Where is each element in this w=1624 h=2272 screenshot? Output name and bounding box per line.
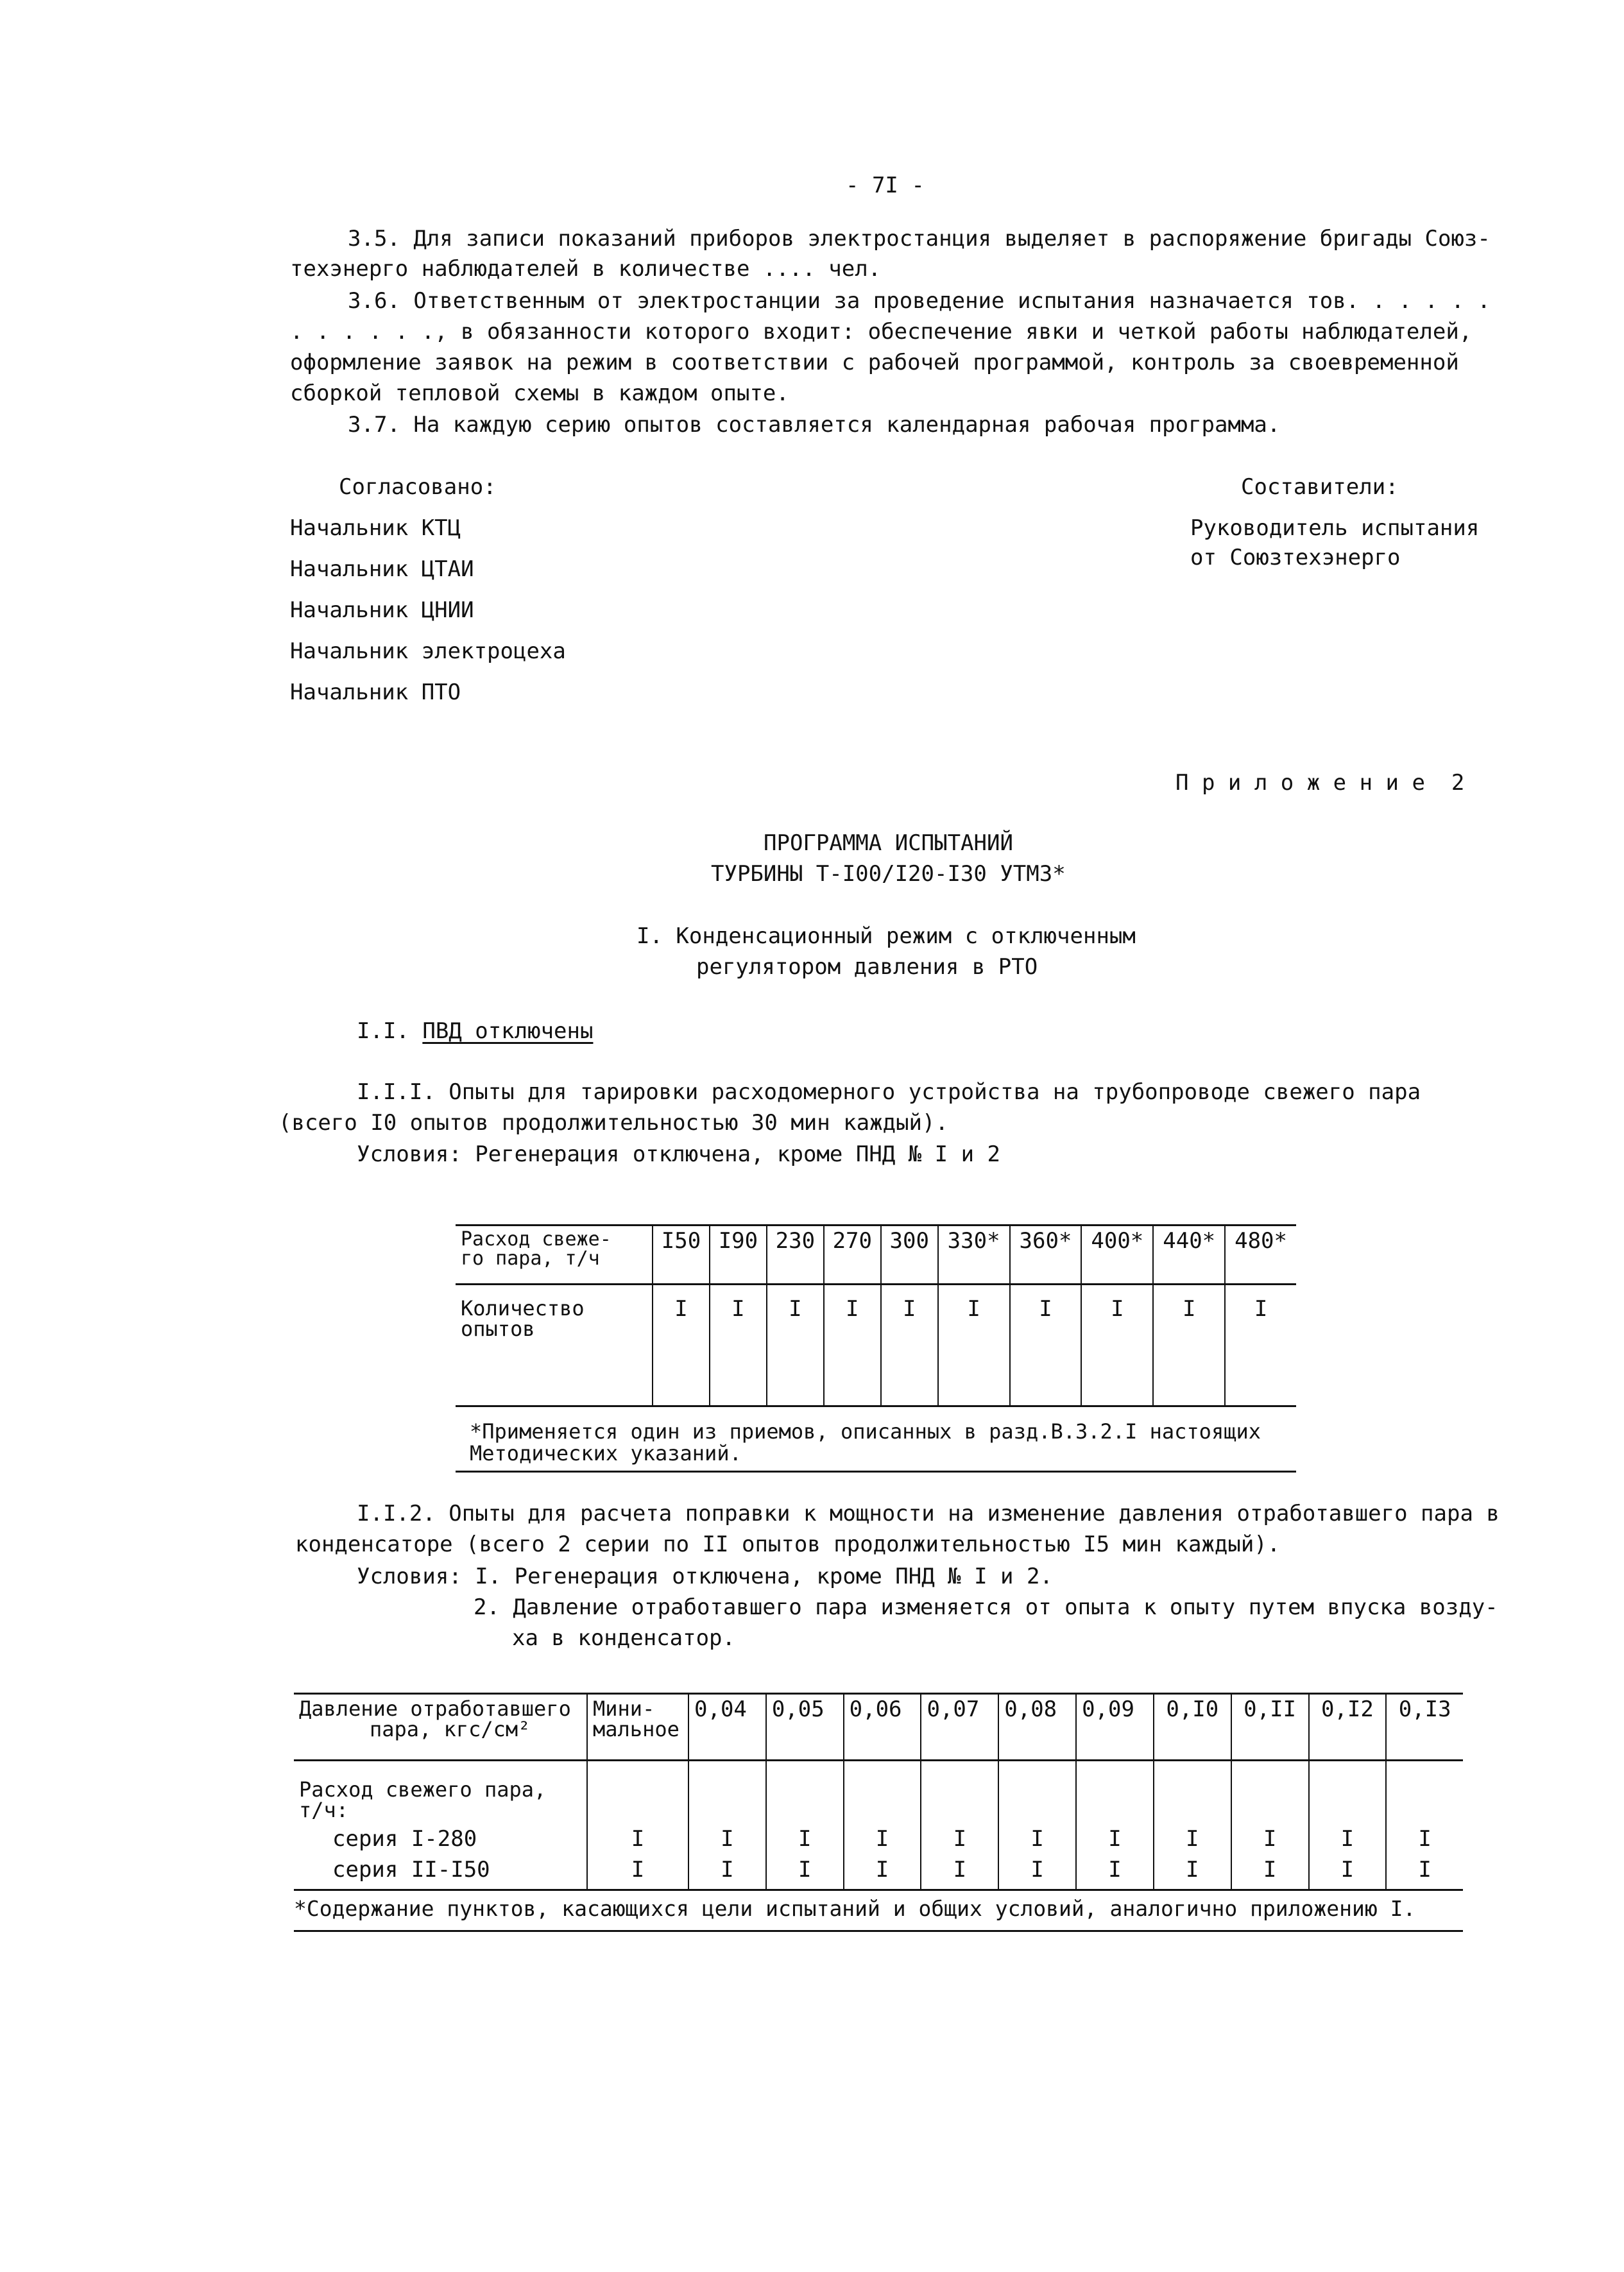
- table2-series2-cell: I: [844, 1855, 921, 1890]
- appendix-label: П р и л о ж е н и е 2: [1175, 770, 1465, 796]
- table2-series1-cell: I: [1418, 1826, 1432, 1852]
- pressure-correction-table: [294, 1693, 1463, 1891]
- table2-pressure-cell: 0,05: [766, 1694, 844, 1761]
- main-footnote-rule: [294, 1930, 1463, 1932]
- table1-flow-cell: 360*: [1010, 1226, 1082, 1285]
- table1-count-cell: I: [710, 1285, 767, 1406]
- table2-empty-cell: [844, 1761, 921, 1825]
- table2-series2-cell: I: [766, 1855, 844, 1890]
- table2-min-header: Мини- мальное: [587, 1694, 688, 1761]
- table1-footnote-line-2: Методических указаний.: [470, 1441, 742, 1465]
- approval-cnii: Начальник ЦНИИ: [290, 597, 474, 623]
- table2-pressure-cell: 0,I0: [1154, 1694, 1231, 1761]
- table2-series1-cell: I: [1309, 1824, 1387, 1855]
- paragraph-3-6-line-1: 3.6. Ответственным от электростанции за проведение испытания назначается тов. . . . . .: [348, 288, 1491, 314]
- table2-empty-cell: [587, 1761, 688, 1825]
- table2-empty-cell: [1231, 1761, 1309, 1825]
- section-1-line-2: регулятором давления в РТО: [696, 954, 1038, 980]
- table2-series1-cell: I: [921, 1824, 998, 1855]
- table1-count-cell: I: [767, 1285, 824, 1406]
- table2-pressure-cell: 0,06: [844, 1694, 921, 1761]
- table1-count-cell: I: [824, 1285, 881, 1406]
- table1-flow-cell: 440*: [1153, 1226, 1225, 1285]
- table2-flow-label: Расход свежего пара, т/ч:: [294, 1761, 587, 1825]
- item-1-1-1-line-3: Условия: Регенерация отключена, кроме ПНД № I и 2: [357, 1141, 1001, 1167]
- authors-title: Составители:: [1241, 474, 1399, 500]
- table2-series1-cell: I: [998, 1824, 1076, 1855]
- program-title-line-2: ТУРБИНЫ Т-I00/I20-I30 УТМЗ*: [711, 861, 1066, 887]
- table1-row-label: Количество опытов: [456, 1285, 653, 1406]
- table2-series1-cell: I: [844, 1824, 921, 1855]
- table2-series1-cell: I: [688, 1824, 766, 1855]
- table2-series2-cell: I: [921, 1855, 998, 1890]
- table1-flow-cell: 400*: [1081, 1226, 1153, 1285]
- table2-pressure-cell: 0,II: [1231, 1694, 1309, 1761]
- table2-series2-cell: I: [1154, 1855, 1231, 1890]
- subsection-1-1-number: I.I.: [357, 1018, 423, 1044]
- table2-series2-cell: I: [1076, 1855, 1154, 1890]
- table2-empty-cell: [1076, 1761, 1154, 1825]
- table1-flow-cell: 270: [824, 1226, 881, 1285]
- table2-empty-cell: [766, 1761, 844, 1825]
- paragraph-3-6-line-3: оформление заявок на режим в соответствии с рабочей программой, контроль за своевременной: [290, 350, 1459, 375]
- table2-empty-cell: [998, 1761, 1076, 1825]
- table1-header-label: Расход свеже- го пара, т/ч: [456, 1226, 653, 1285]
- table1-count-cell: I: [938, 1285, 1010, 1406]
- table1-flow-cell: 300: [881, 1226, 938, 1285]
- table1-count-cell: I: [1153, 1285, 1225, 1406]
- item-1-1-2-line-4: 2. Давление отработавшего пара изменяется от опыта к опыту путем впуска возду-: [474, 1594, 1498, 1620]
- table1-count-cell: I: [653, 1285, 710, 1406]
- table2-series2-cell: I: [688, 1855, 766, 1890]
- table2-pressure-cell: 0,07: [921, 1694, 998, 1761]
- paragraph-3-6-line-2: . . . . . ., в обязанности которого входит: обеспечение явки и четкой работы наблюдателей,: [290, 319, 1473, 345]
- item-1-1-1-line-1: I.I.I. Опыты для тарировки расходомерного устройства на трубопроводе свежего пара: [357, 1079, 1421, 1105]
- table2-empty-cell: [1154, 1761, 1231, 1825]
- paragraph-3-5-line-1: 3.5. Для записи показаний приборов электростанция выделяет в распоряжение бригады Союз-: [348, 226, 1491, 252]
- table2-empty-cell: [1386, 1761, 1463, 1825]
- paragraph-3-6-line-4: сборкой тепловой схемы в каждом опыте.: [290, 380, 789, 406]
- approval-pto: Начальник ПТО: [290, 679, 461, 705]
- program-title-line-1: ПРОГРАММА ИСПЫТАНИЙ: [764, 830, 1013, 856]
- item-1-1-2-line-2: конденсаторе (всего 2 серии по II опытов продолжительностью I5 мин каждый).: [295, 1532, 1281, 1557]
- flow-calibration-table: [456, 1224, 1296, 1407]
- table1-flow-cell: I90: [710, 1226, 767, 1285]
- page-number: - 7I -: [846, 173, 925, 198]
- item-1-1-2-line-1: I.I.2. Опыты для расчета поправки к мощности на изменение давления отработавшего пара в: [357, 1501, 1500, 1526]
- table1-flow-cell: 480*: [1235, 1228, 1287, 1254]
- table2-series1-cell: I: [766, 1824, 844, 1855]
- table2-series2-cell: I: [1309, 1855, 1387, 1890]
- section-1-line-1: I. Конденсационный режим с отключенным: [637, 923, 1136, 949]
- table2-series2-cell: I: [998, 1855, 1076, 1890]
- table1-count-cell: I: [1010, 1285, 1082, 1406]
- table1-flow-cell: I50: [653, 1226, 710, 1285]
- table2-pressure-cell: 0,09: [1076, 1694, 1154, 1761]
- table1-flow-cell: 330*: [938, 1226, 1010, 1285]
- table2-series1-label: серия I-280: [294, 1824, 587, 1855]
- approval-electro: Начальник электроцеха: [290, 638, 566, 664]
- table2-series1-cell: I: [1231, 1824, 1309, 1855]
- paragraph-3-5-line-2: техэнерго наблюдателей в количестве .... чел.: [290, 256, 882, 282]
- approval-ktc: Начальник КТЦ: [290, 515, 461, 541]
- table1-flow-cell: 230: [767, 1226, 824, 1285]
- item-1-1-2-line-3: Условия: I. Регенерация отключена, кроме ПНД № I и 2.: [357, 1564, 1053, 1589]
- approval-ctai: Начальник ЦТАИ: [290, 556, 474, 582]
- paragraph-3-7: 3.7. На каждую серию опытов составляется календарная рабочая программа.: [348, 412, 1281, 438]
- authors-line-2: от Союзтехэнерго: [1190, 545, 1401, 570]
- table2-series2-cell: I: [587, 1855, 688, 1890]
- subsection-1-1-title: ПВД отключены: [422, 1018, 594, 1044]
- table2-series1-cell: I: [1076, 1824, 1154, 1855]
- table2-pressure-cell: 0,I2: [1309, 1694, 1387, 1761]
- table1-count-cell: I: [881, 1285, 938, 1406]
- item-1-1-1-line-2: (всего I0 опытов продолжительностью 30 мин каждый).: [278, 1110, 948, 1136]
- table2-empty-cell: [1309, 1761, 1387, 1825]
- subsection-1-1: [357, 1020, 593, 1042]
- table1-footnote-rule: [456, 1471, 1296, 1473]
- table1-count-cell: I: [1081, 1285, 1153, 1406]
- item-1-1-2-line-5: ха в конденсатор.: [512, 1625, 735, 1651]
- approved-title: Согласовано:: [339, 474, 497, 500]
- table2-pressure-cell: 0,04: [688, 1694, 766, 1761]
- table2-pressure-cell: 0,08: [998, 1694, 1076, 1761]
- table2-empty-cell: [688, 1761, 766, 1825]
- table2-series1-cell: I: [1154, 1824, 1231, 1855]
- authors-line-1: Руководитель испытания: [1190, 515, 1480, 541]
- table2-empty-cell: [921, 1761, 998, 1825]
- table1-footnote-line-1: *Применяется один из приемов, описанных в разд.В.3.2.I настоящих: [470, 1419, 1261, 1444]
- table2-pressure-cell: 0,I3: [1398, 1696, 1451, 1722]
- table2-header-label: Давление отработавшего пара, кгс/см²: [294, 1694, 587, 1761]
- table1-count-cell: I: [1254, 1296, 1268, 1322]
- table2-series2-cell: I: [1231, 1855, 1309, 1890]
- main-footnote: *Содержание пунктов, касающихся цели испытаний и общих условий, аналогично приложению I.: [294, 1896, 1416, 1921]
- table2-series1-cell: I: [587, 1824, 688, 1855]
- table2-series2-label: серия II-I50: [294, 1855, 587, 1890]
- table2-series2-cell: I: [1418, 1857, 1432, 1883]
